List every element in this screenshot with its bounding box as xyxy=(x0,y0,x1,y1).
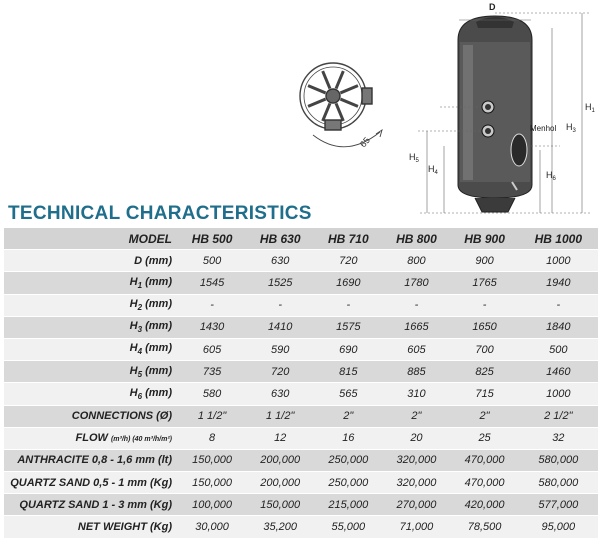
row-label: QUARTZ SAND 0,5 - 1 mm (Kg) xyxy=(4,472,178,494)
row-label: CONNECTIONS (Ø) xyxy=(4,405,178,427)
table-cell: 20 xyxy=(382,427,450,449)
row-label-text: H xyxy=(129,342,138,355)
dim-h4-label: $H_4$ xyxy=(428,164,438,176)
row-label xyxy=(4,361,178,383)
table-cell: 310 xyxy=(382,383,450,405)
row-label-subscript: 1 xyxy=(137,281,143,291)
nozzle-spoke xyxy=(340,86,358,93)
table-cell: 71,000 xyxy=(382,516,450,538)
table-cell: 150,000 xyxy=(178,472,246,494)
row-label-unit: (mm) xyxy=(142,320,172,333)
table-cell: 1430 xyxy=(178,316,246,338)
row-label-unit: (mm) xyxy=(142,275,172,288)
model-name: HB 630 xyxy=(246,228,314,250)
table-cell: 815 xyxy=(314,361,382,383)
nozzle-star-view xyxy=(300,63,382,150)
table-cell: 35,200 xyxy=(246,516,314,538)
table-cell: 270,000 xyxy=(382,494,450,516)
model-name: HB 500 xyxy=(178,228,246,250)
table-row xyxy=(4,472,598,494)
table-cell: 1940 xyxy=(519,272,598,294)
table-cell: 2" xyxy=(451,405,519,427)
table-row xyxy=(4,427,598,449)
table-cell: - xyxy=(246,294,314,316)
table-cell: 470,000 xyxy=(451,449,519,471)
row-label xyxy=(4,272,178,294)
table-cell: 715 xyxy=(451,383,519,405)
table-cell: 215,000 xyxy=(314,494,382,516)
manhole-label: Menhol xyxy=(530,124,557,133)
table-cell: 1690 xyxy=(314,272,382,294)
row-label-text: H xyxy=(129,364,138,377)
table-cell: 580 xyxy=(178,383,246,405)
table-cell: 720 xyxy=(246,361,314,383)
row-label xyxy=(4,338,178,360)
dim-h6-label: $H_6$ xyxy=(546,170,556,182)
row-label-text: H xyxy=(129,320,138,333)
nozzle-spoke xyxy=(336,71,343,89)
model-name: HB 710 xyxy=(314,228,382,250)
dim-d-label: D xyxy=(489,2,496,12)
table-cell: 12 xyxy=(246,427,314,449)
table-cell: 1545 xyxy=(178,272,246,294)
nozzle-spoke xyxy=(323,71,330,89)
row-label: D (mm) xyxy=(4,250,178,272)
table-cell: - xyxy=(519,294,598,316)
nozzle-spoke xyxy=(323,103,330,121)
table-cell: 605 xyxy=(382,338,450,360)
table-cell: 16 xyxy=(314,427,382,449)
table-cell: 630 xyxy=(246,250,314,272)
row-label-subscript: 4 xyxy=(137,347,143,357)
table-cell: 200,000 xyxy=(246,449,314,471)
table-cell: 2" xyxy=(382,405,450,427)
table-cell: 580,000 xyxy=(519,449,598,471)
table-cell: 605 xyxy=(178,338,246,360)
table-cell: 1460 xyxy=(519,361,598,383)
table-row xyxy=(4,494,598,516)
technical-characteristics-table xyxy=(4,228,598,539)
filter-technical-drawing xyxy=(0,0,600,225)
row-label-subscript: 6 xyxy=(137,392,143,401)
table-cell: 250,000 xyxy=(314,449,382,471)
table-cell: 825 xyxy=(451,361,519,383)
dim-h1-label: $H_1$ xyxy=(585,102,595,114)
table-row xyxy=(4,516,598,538)
table-cell: 1780 xyxy=(382,272,450,294)
row-label-text: H xyxy=(129,298,138,311)
dim-h5-label: $H_5$ xyxy=(409,152,419,164)
row-label-unit: (mm) xyxy=(142,342,172,355)
row-label-unit: (mm) xyxy=(142,386,172,399)
table-cell: 700 xyxy=(451,338,519,360)
table-row xyxy=(4,383,598,405)
row-label-text: FLOW xyxy=(75,432,111,445)
row-label xyxy=(4,427,178,449)
table-cell: 577,000 xyxy=(519,494,598,516)
header-label: MODEL xyxy=(4,228,178,250)
row-label-text: H xyxy=(129,275,138,288)
table-cell: 1525 xyxy=(246,272,314,294)
table-cell: 735 xyxy=(178,361,246,383)
table-cell: 1 1/2" xyxy=(246,405,314,427)
table-cell: 2" xyxy=(314,405,382,427)
model-name: HB 900 xyxy=(451,228,519,250)
table-cell: 320,000 xyxy=(382,449,450,471)
table-cell: 1840 xyxy=(519,316,598,338)
row-label-subscript: 2 xyxy=(137,303,143,313)
nozzle-spoke xyxy=(308,86,326,93)
nozzle-spoke xyxy=(340,99,358,106)
row-label-subscript: 5 xyxy=(137,369,143,379)
row-label: NET WEIGHT (Kg) xyxy=(4,516,178,538)
row-label xyxy=(4,383,178,405)
table-cell: 500 xyxy=(519,338,598,360)
table-cell: 32 xyxy=(519,427,598,449)
table-row xyxy=(4,405,598,427)
page-title: TECHNICAL CHARACTERISTICS xyxy=(8,203,312,224)
table-cell: 1000 xyxy=(519,383,598,405)
table-row xyxy=(4,250,598,272)
table-cell: 250,000 xyxy=(314,472,382,494)
table-cell: 150,000 xyxy=(246,494,314,516)
dim-h3-label: $H_3$ xyxy=(566,122,576,134)
table-cell: - xyxy=(314,294,382,316)
table-cell: 95,000 xyxy=(519,516,598,538)
row-label-subscript: 3 xyxy=(137,325,143,335)
table-cell: 2 1/2" xyxy=(519,405,598,427)
row-label-unit: (mm) xyxy=(142,364,172,377)
header-row xyxy=(4,228,598,250)
table-cell: 565 xyxy=(314,383,382,405)
table-cell: 100,000 xyxy=(178,494,246,516)
table-cell: 470,000 xyxy=(451,472,519,494)
table-row xyxy=(4,316,598,338)
row-label xyxy=(4,294,178,316)
table-cell: 1765 xyxy=(451,272,519,294)
table-cell: 590 xyxy=(246,338,314,360)
table-cell: 580,000 xyxy=(519,472,598,494)
table-cell: 1575 xyxy=(314,316,382,338)
table-cell: 150,000 xyxy=(178,449,246,471)
table-cell: 320,000 xyxy=(382,472,450,494)
table-cell: - xyxy=(382,294,450,316)
table-cell: 420,000 xyxy=(451,494,519,516)
table-row xyxy=(4,294,598,316)
table-cell: 25 xyxy=(451,427,519,449)
table-cell: 690 xyxy=(314,338,382,360)
table-cell: 885 xyxy=(382,361,450,383)
table-cell: 1650 xyxy=(451,316,519,338)
table-cell: 1000 xyxy=(519,250,598,272)
table-cell: - xyxy=(178,294,246,316)
row-label-unit: (mm) xyxy=(142,298,172,311)
table-cell: 630 xyxy=(246,383,314,405)
table-cell: 720 xyxy=(314,250,382,272)
table-cell: 30,000 xyxy=(178,516,246,538)
row-label: QUARTZ SAND 1 - 3 mm (Kg) xyxy=(4,494,178,516)
row-label-text: H xyxy=(129,386,138,399)
table-row xyxy=(4,361,598,383)
table-cell: 800 xyxy=(382,250,450,272)
table-row xyxy=(4,449,598,471)
table-cell: 1 1/2" xyxy=(178,405,246,427)
nozzle-spoke xyxy=(308,99,326,106)
nozzle-spoke xyxy=(336,103,343,121)
table-cell: 200,000 xyxy=(246,472,314,494)
row-label xyxy=(4,316,178,338)
table-cell: 8 xyxy=(178,427,246,449)
model-name: HB 1000 xyxy=(519,228,598,250)
row-label-unit: (m³/h) (40 m³/h/m²) xyxy=(110,436,172,444)
table-cell: 900 xyxy=(451,250,519,272)
model-name: HB 800 xyxy=(382,228,450,250)
row-label: ANTHRACITE 0,8 - 1,6 mm (lt) xyxy=(4,449,178,471)
table-cell: 500 xyxy=(178,250,246,272)
table-cell: 1410 xyxy=(246,316,314,338)
filter-vessel xyxy=(458,16,532,212)
table-row xyxy=(4,272,598,294)
table-cell: 78,500 xyxy=(451,516,519,538)
table-row xyxy=(4,338,598,360)
table-cell: 1665 xyxy=(382,316,450,338)
table-cell: - xyxy=(451,294,519,316)
angle-label: 65 xyxy=(357,135,372,150)
table-cell: 55,000 xyxy=(314,516,382,538)
